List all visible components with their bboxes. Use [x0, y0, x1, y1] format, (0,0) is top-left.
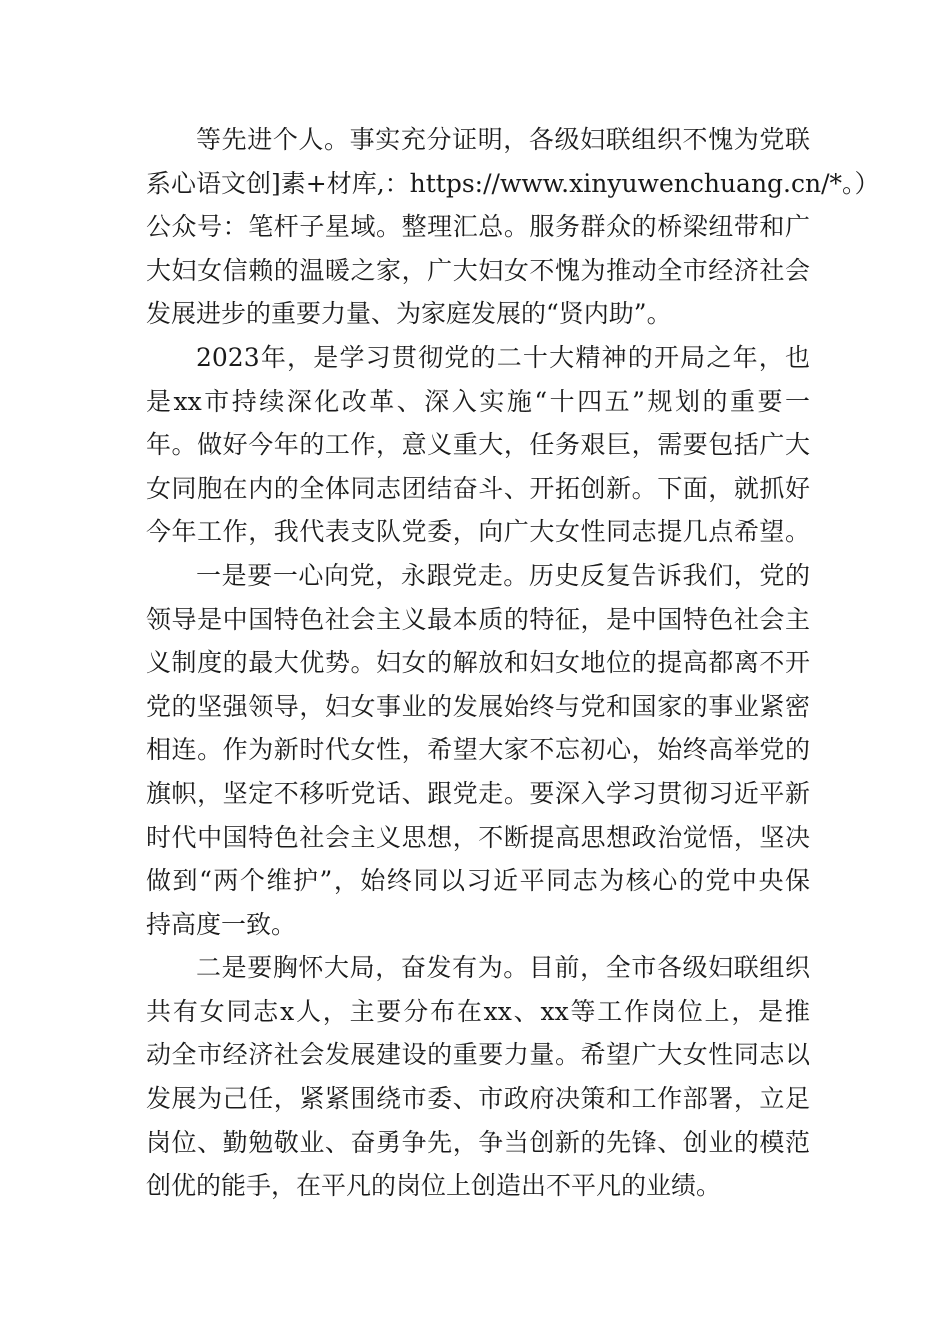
text-line: 旗帜，坚定不移听党话、跟党走。要深入学习贯彻习近平新: [146, 778, 810, 808]
text-line: 领导是中国特色社会主义最本质的特征，是中国特色社会主: [146, 604, 810, 634]
text-line: 年。做好今年的工作，意义重大，任务艰巨，需要包括广大: [146, 430, 810, 460]
text-line: 共有女同志x人，主要分布在xx、xx等工作岗位上，是推: [146, 996, 810, 1026]
text-line: 女同胞在内的全体同志团结奋斗、开拓创新。下面，就抓好: [146, 473, 810, 503]
text-line: 做到“两个维护”，始终同以习近平同志为核心的党中央保: [146, 866, 810, 896]
text-line: 2023年，是学习贯彻党的二十大精神的开局之年，也: [196, 342, 810, 372]
text-line: 公众号：笔杆子星域。整理汇总。服务群众的桥梁纽带和广: [146, 212, 810, 242]
text-line: 今年工作，我代表支队党委，向广大女性同志提几点希望。: [146, 517, 810, 547]
text-line: 岗位、勤勉敬业、奋勇争先，争当创新的先锋、创业的模范: [146, 1127, 810, 1157]
text-line: 二是要胸怀大局，奋发有为。目前，全市各级妇联组织: [196, 953, 810, 983]
text-line: 义制度的最大优势。妇女的解放和妇女地位的提高都离不开: [146, 648, 810, 678]
text-line: 持高度一致。: [146, 909, 297, 939]
text-line: 发展为己任，紧紧围绕市委、市政府决策和工作部署，立足: [146, 1084, 810, 1114]
text-line: 时代中国特色社会主义思想，不断提高思想政治觉悟，坚决: [146, 822, 810, 852]
text-line: 是xx市持续深化改革、深入实施“十四五”规划的重要一: [146, 386, 810, 416]
text-line: 发展进步的重要力量、为家庭发展的“贤内助”。: [146, 299, 672, 329]
text-line: 党的坚强领导，妇女事业的发展始终与党和国家的事业紧密: [146, 691, 810, 721]
text-line: 一是要一心向党，永跟党走。历史反复告诉我们，党的: [196, 560, 810, 590]
document-body: [146, 118, 880, 1208]
text-line: 系心语文创]素+材库,：https://www.xinyuwenchuang.cn/*。）: [146, 168, 880, 198]
text-line: 动全市经济社会发展建设的重要力量。希望广大女性同志以: [146, 1040, 810, 1070]
text-line: 创优的能手，在平凡的岗位上创造出不平凡的业绩。: [146, 1171, 722, 1201]
text-line: 大妇女信赖的温暖之家，广大妇女不愧为推动全市经济社会: [146, 255, 810, 285]
text-line: 相连。作为新时代女性，希望大家不忘初心，始终高举党的: [146, 735, 810, 765]
text-line: 等先进个人。事实充分证明，各级妇联组织不愧为党联: [196, 125, 810, 154]
